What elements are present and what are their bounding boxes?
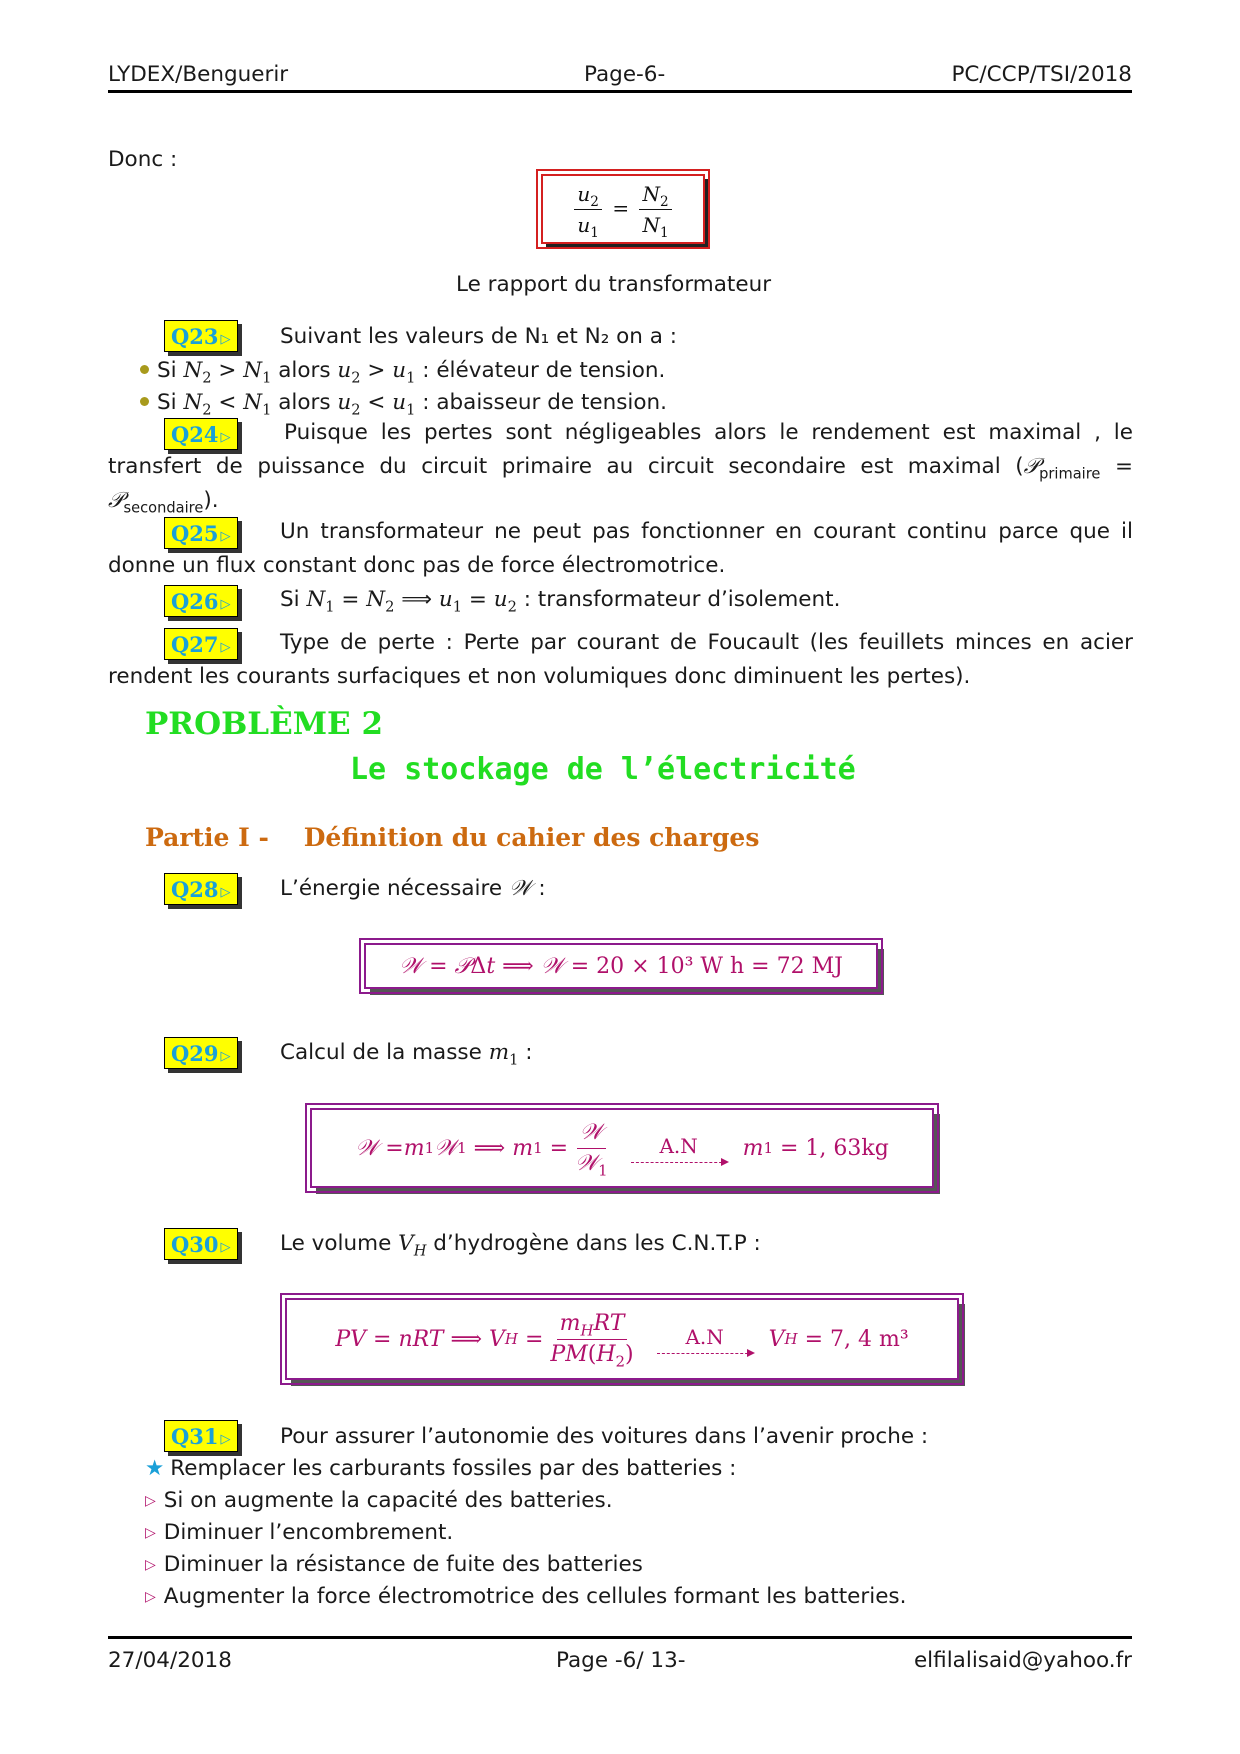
footer-rule [108,1636,1132,1639]
volume-formula: PV = nRT ⟹ V H = $\frac{m_HRT}{PM(H_2)}$ A.N V H = 7, 4 m³ [335,1310,909,1370]
q23-badge: Q23 ▷ [164,320,238,352]
mass-formula-box [310,1108,934,1188]
q31-badge: Q31 ▷ [164,1420,238,1452]
q29-badge: Q29 ▷ [164,1037,238,1069]
q28-text: L’énergie nécessaire 𝒲 : [280,876,546,901]
triangle-bullet-icon: ▷ [145,1493,156,1509]
star-icon: ★ [145,1456,165,1481]
q23-bullet-2: Si $N_2 < N_1$ alors $u_2 < u_1$ : abaisseur de tension. [140,388,667,418]
q31-text: Pour assurer l’autonomie des voitures dans l’avenir proche : [280,1424,929,1449]
bullet-dot-icon [140,397,149,406]
problem-subtitle: Le stockage de l’électricité [350,752,856,787]
q30-text: Le volume $V_H$ d’hydrogène dans les C.N.T.P : [280,1231,761,1260]
q31-item-2: ▷ Diminuer l’encombrement. [145,1520,454,1545]
q26-badge: Q26 ▷ [164,585,238,617]
volume-formula-box [285,1298,959,1380]
footer-center: Page -6/ 13- [556,1648,686,1673]
ratio-formula-box [541,174,705,244]
q23-bullet-1: Si $N_2 > N_1$ alors $u_2 > u_1$ : élévateur de tension. [140,356,665,386]
bullet-dot-icon [140,365,149,374]
problem-title: PROBLÈME 2 [145,706,384,742]
q31-star-item: ★ Remplacer les carburants fossiles par des batteries : [145,1456,737,1481]
triangle-bullet-icon: ▷ [145,1589,156,1605]
triangle-bullet-icon: ▷ [145,1557,156,1573]
footer-left: 27/04/2018 [108,1648,232,1673]
q23-text: Suivant les valeurs de N₁ et N₂ on a : [280,324,678,349]
header-center: Page-6- [584,62,666,87]
mass-formula: 𝒲 = m 1 𝒲 1 ⟹ m 1 = $\frac{\text{𝒲}}{𝒲_1}$ A.N m 1 = 1, 63kg [355,1119,889,1179]
q29-text: Calcul de la masse $m_1$ : [280,1040,533,1069]
donc-label: Donc : [108,147,178,172]
ratio-caption: Le rapport du transformateur [456,272,772,297]
q30-badge: Q30 ▷ [164,1228,238,1260]
q25-text: Un transformateur ne peut pas fonctionner en courant continu parce que il donne un flux constant donc pas de force électromotrice. [108,519,1133,578]
q27-text: Type de perte : Perte par courant de Foucault (les feuillets minces en acier rendent les courants surfaciques et non volumiques donc diminuent les pertes). [108,630,1133,689]
part-title: Partie I - Définition du cahier des charges [145,823,760,852]
triangle-bullet-icon: ▷ [145,1525,156,1541]
q24-text: Puisque les pertes sont négligeables alors le rendement est maximal , le transfert de puissance du circuit primaire au circuit secondaire est maximal (𝒫$_{primaire}$ = 𝒫$_{secondaire}$). [108,420,1133,517]
header-rule [108,90,1132,93]
q28-badge: Q28 ▷ [164,873,238,905]
q25-badge: Q25 ▷ [164,517,238,549]
q31-item-3: ▷ Diminuer la résistance de fuite des batteries [145,1552,643,1577]
ratio-formula: $\frac{u_2}{u_1}$ = $\frac{N_2}{N_1}$ [570,181,675,238]
q31-item-1: ▷ Si on augmente la capacité des batteries. [145,1488,613,1513]
energy-formula-box [364,943,878,989]
q27-badge: Q27 ▷ [164,628,238,660]
q31-item-4: ▷ Augmenter la force électromotrice des cellules formant les batteries. [145,1584,907,1609]
q24-badge: Q24 ▷ [164,418,238,450]
header-left: LYDEX/Benguerir [108,62,289,87]
energy-formula: 𝒲 = 𝒫Δt ⟹ 𝒲 = 20 × 10³ W h = 72 MJ [399,953,843,979]
footer-right: elfilalisaid@yahoo.fr [913,1648,1132,1673]
q26-text: Si $N_1 = N_2$ ⟹ $u_1 = u_2$ : transformateur d’isolement. [280,587,841,616]
header-right: PC/CCP/TSI/2018 [951,62,1132,87]
